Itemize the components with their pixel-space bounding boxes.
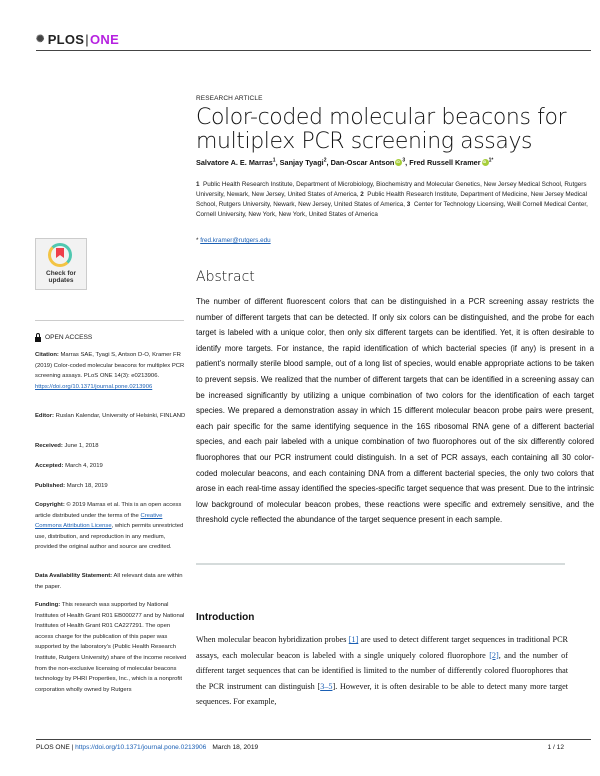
corresponding-email: * fred.kramer@rutgers.edu [196, 237, 271, 244]
citation-link[interactable]: [2] [489, 650, 499, 660]
plos-logo-icon: ✺ [36, 34, 45, 45]
abstract-divider [196, 563, 565, 565]
abstract-text: The number of different fluorescent colors that can be distinguished in a PCR screening assay restricts the number of different targets that can be detected. If only six colors can be distinguished, and the probe for each target is labeled with a unique color, then only six different targets can be identified. Yet, it is often desirable to identify more targets. For instance, the rapid identification of which bacterial species (if any) is present in a patient’s normally sterile blood sample, out of a long list of species, would enable appropriate actions to be taken to prevent sepsis. We realized that the number of different targets that can be identified in a screening assay can be increased significantly by utilizing a unique combination of two colors for the identification of each target species. We prepared a demonstration assay in which 15 different molecular beacon probe pairs were present, each pair specific for the same identifying sequence in the 16S ribosomal RNA gene of a different bacterial species, and each pair labeled with a unique combination of two fluorophores out of the six differently colored fluorophores that our PCR instrument could distinguish. In a set of PCR assays, each containing all 30 color-coded molecular beacons, and each containing DNA from a different bacterial species, the only two colors that arose in each real-time assay identified the species-specific target sequence that was present. Due to the intrinsic low background of molecular beacon probes, these reactions were specific and extremely sensitive, and the threshold cycle reflected the abundance of the target sequence present in each sample. [196, 297, 594, 525]
open-lock-icon [35, 337, 41, 342]
accepted-date: Accepted: March 4, 2019 [35, 463, 103, 469]
author-name[interactable]: Dan-Oscar Antson [330, 158, 395, 167]
open-access-label: OPEN ACCESS [35, 334, 92, 341]
plos-one-logo[interactable] [36, 32, 119, 47]
editor-block: Editor: Ruslan Kalendar, University of Helsinki, FINLAND [35, 413, 186, 419]
affiliations: 1 Public Health Research Institute, Department of Microbiology, Biochemistry and Molecular Genetics, New Jersey Medical School, Rutgers University, Newark, New Jersey, United States of America, 2 Public Health Research Institute, Department of Medicine, New Jersey Medical School, Rutgers University, Newark, New Jersey, United States of America, 3 Center for Technology Licensing, Weill Cornell Medical Center, Cornell University, New York, New York, United States of America [196, 181, 588, 218]
introduction-text: When molecular beacon hybridization probes [1] are used to detect different target sequences in traditional PCR assays, each molecular beacon is labeled with a single uniquely colored fluorophore [2], and the number of different target sequences that can be identified is limited to the number of differently colored fluorophores that the PCR instrument can distinguish [3–5]. However, it is often desirable to be able to detect many more target sequences. For example, [196, 635, 568, 707]
footer-divider [36, 739, 591, 740]
author-name[interactable]: Salvatore A. E. Marras [196, 158, 273, 167]
header-divider [36, 50, 591, 51]
affiliation-text: Public Health Research Institute, Department of Medicine, New Jersey Medical School, Rutgers University, Newark, New Jersey, United States of America, [196, 191, 588, 208]
check-for-updates-label: Check for updates [46, 270, 76, 284]
page-number: 1 / 12 [547, 744, 564, 751]
abstract-heading: Abstract [196, 269, 255, 285]
received-date: Received: June 1, 2018 [35, 443, 99, 449]
article-title: Color-coded molecular beacons for multiplex PCR screening assays [196, 105, 567, 154]
citation-link[interactable]: 3–5 [320, 681, 333, 691]
data-availability-block: Data Availability Statement: All relevant data are within the paper. [35, 573, 183, 590]
email-link[interactable]: fred.kramer@rutgers.edu [200, 237, 271, 244]
author-list: Salvatore A. E. Marras$^1$, Sanjay Tyagi$^2$, Dan-Oscar Antson iD $^3$, Fred Russell Kramer iD $^{1*}$ [196, 158, 493, 167]
affiliation-text: Center for Technology Licensing, Weill Cornell Medical Center, Cornell University, New York, New York, United States of America [196, 201, 588, 218]
copyright-block: Copyright: © 2019 Marras et al. This is an open access article distributed under the terms of the Creative Commons Attribution License, which permits unrestricted use, distribution, and reproduction in any medium, provided the original author and source are credited. [35, 502, 184, 551]
sidebar-divider [35, 320, 184, 321]
orcid-icon[interactable] [395, 159, 402, 166]
orcid-icon[interactable] [482, 159, 489, 166]
author-name[interactable]: Fred Russell Kramer [409, 158, 481, 167]
article-type: RESEARCH ARTICLE [196, 95, 263, 102]
license-link[interactable]: Creative Commons Attribution License [35, 512, 163, 530]
citation-block: Citation: Marras SAE, Tyagi S, Antson D-O, Kramer FR (2019) Color-coded molecular beacons for multiplex PCR screening assays. PLoS ONE 14(3): e0213906. https://doi.org/10.1371/journal.pone.0213906 [35, 352, 185, 390]
citation-doi-link[interactable]: https://doi.org/10.1371/journal.pone.0213906 [35, 383, 153, 390]
footer-doi-link[interactable]: https://doi.org/10.1371/journal.pone.0213906 [75, 744, 207, 751]
funding-block: Funding: This research was supported by National Institutes of Health Grant R01 EB000277 and by National Institutes of Health Grant R01 CA227291. The open access charge for the publication of this paper was supported by the laboratory’s (Public Health Research Institute, Rutgers University) share of the income received from the non-exclusive licensing of molecular beacons technology by PHRI Properties, Inc., which is a nonprofit corporation wholly owned by Rutgers [35, 602, 187, 693]
affiliation-text: Public Health Research Institute, Department of Microbiology, Biochemistry and Molecular Genetics, New Jersey Medical School, Rutgers University, Newark, New Jersey, United States of America, [196, 181, 587, 198]
logo-separator: | [85, 32, 89, 47]
footer-date: March 18, 2019 [212, 744, 259, 751]
check-for-updates-badge[interactable] [35, 238, 87, 290]
logo-one-text: ONE [89, 32, 120, 47]
author-name[interactable]: Sanjay Tyagi [279, 158, 324, 167]
introduction-heading: Introduction [196, 612, 255, 623]
page-footer: PLOS ONE | https://doi.org/10.1371/journal.pone.0213906 March 18, 2019 [36, 744, 259, 751]
published-date: Published: March 18, 2019 [35, 483, 108, 489]
logo-plos-text: PLOS [47, 32, 85, 47]
citation-link[interactable]: [1] [348, 635, 359, 644]
